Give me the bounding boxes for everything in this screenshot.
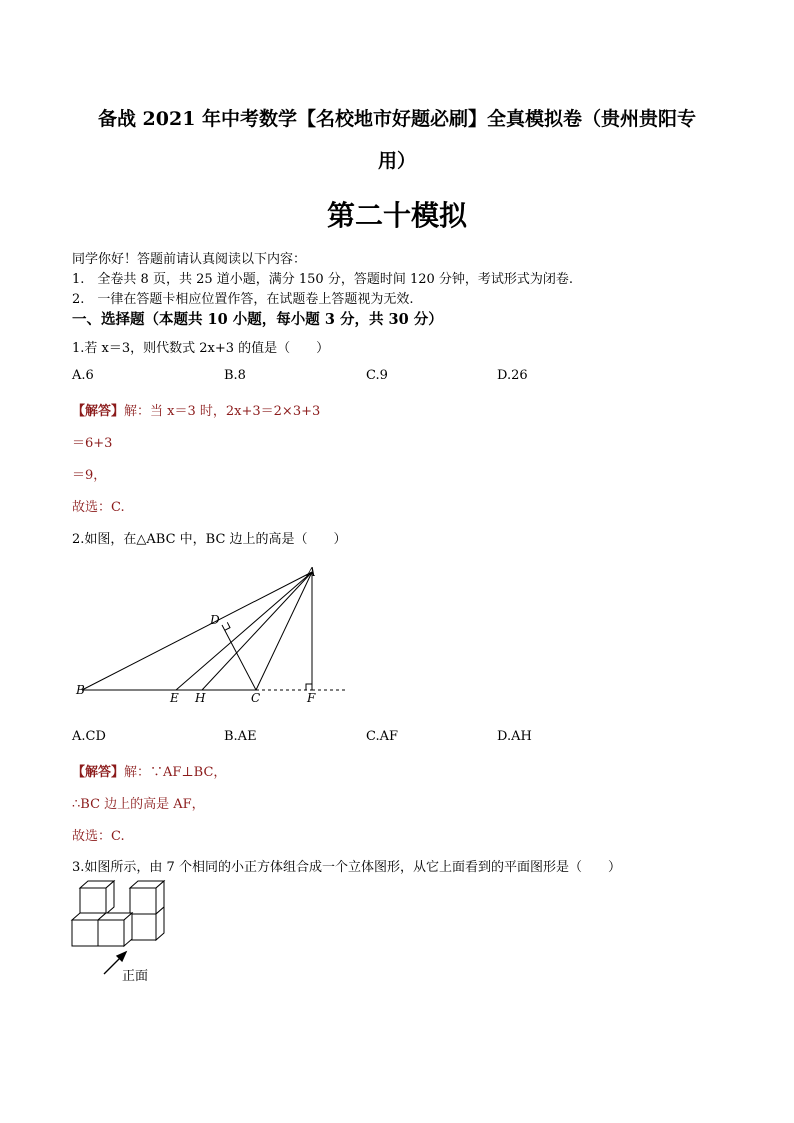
cube-front-face [80, 888, 106, 914]
instructions-intro: 同学你好！答题前请认真阅读以下内容： [72, 252, 307, 267]
cube-front-face [98, 920, 124, 946]
instructions-item-2: 2. 一律在答题卡相应位置作答，在试题卷上答题视为无效. [72, 292, 414, 307]
label-b: B [76, 683, 85, 697]
label-e: E [170, 691, 179, 705]
cube-front-face [130, 914, 156, 940]
question-1-option-b: B.8 [224, 368, 246, 383]
right-angle-mark-d [225, 622, 230, 630]
segment-ac [256, 572, 312, 690]
cube-front-face [72, 920, 98, 946]
question-1-choice: 故选：C. [72, 500, 125, 515]
question-1-option-d: D.26 [497, 368, 528, 383]
label-h: H [195, 691, 206, 705]
front-view-label: 正面 [122, 969, 149, 984]
question-2-choice: 故选：C. [72, 829, 125, 844]
question-2-answer [72, 761, 226, 780]
question-1-stem: 1.若 x＝3，则代数式 2x+3 的值是（ ） [72, 341, 330, 356]
question-2-answer-line-2: ∴BC 边上的高是 AF， [72, 797, 205, 812]
exam-title-line1: 备战 2021 年中考数学【名校地市好题必刷】全真模拟卷（贵州贵阳专 [97, 108, 697, 130]
question-1-answer-line-2: ＝6+3 [72, 436, 113, 451]
cube-front-face [130, 888, 156, 914]
section-heading: 一、选择题（本题共 10 小题，每小题 3 分，共 30 分） [72, 311, 443, 328]
instructions-item-1: 1. 全卷共 8 页，共 25 道小题，满分 150 分，答题时间 120 分钟，考试形式为闭卷. [72, 272, 574, 287]
page-title: 第二十模拟 [326, 199, 467, 232]
answer-tag: 【解答】 [72, 404, 125, 419]
question-2-stem: 2.如图，在△ABC 中，BC 边上的高是（ ） [72, 532, 347, 547]
question-2-option-c: C.AF [366, 729, 399, 744]
label-a: A [307, 565, 316, 579]
question-2-option-d: D.AH [497, 729, 532, 744]
label-f: F [307, 691, 316, 705]
exam-title-line2: 用） [377, 150, 416, 172]
label-d: D [210, 613, 220, 627]
question-1-option-a: A.6 [72, 368, 94, 383]
label-c: C [251, 691, 261, 705]
question-1-option-c: C.9 [366, 368, 388, 383]
answer-text: 解：当 x＝3 时，2x+3＝2×3+3 [124, 404, 321, 419]
right-angle-mark-f [306, 684, 312, 690]
question-1-answer-line-3: ＝9， [72, 468, 107, 483]
question-2-option-a: A.CD [72, 729, 106, 744]
answer-tag: 【解答】 [72, 765, 125, 780]
answer-text: 解：∵AF⊥BC， [124, 765, 227, 780]
segment-ah [202, 572, 312, 690]
question-1-answer [72, 400, 320, 419]
question-3-stem: 3.如图所示，由 7 个相同的小正方体组合成一个立体图形，从它上面看到的平面图形是（ ） [72, 860, 621, 875]
question-2-option-b: B.AE [224, 729, 257, 744]
triangle-figure [70, 560, 360, 710]
